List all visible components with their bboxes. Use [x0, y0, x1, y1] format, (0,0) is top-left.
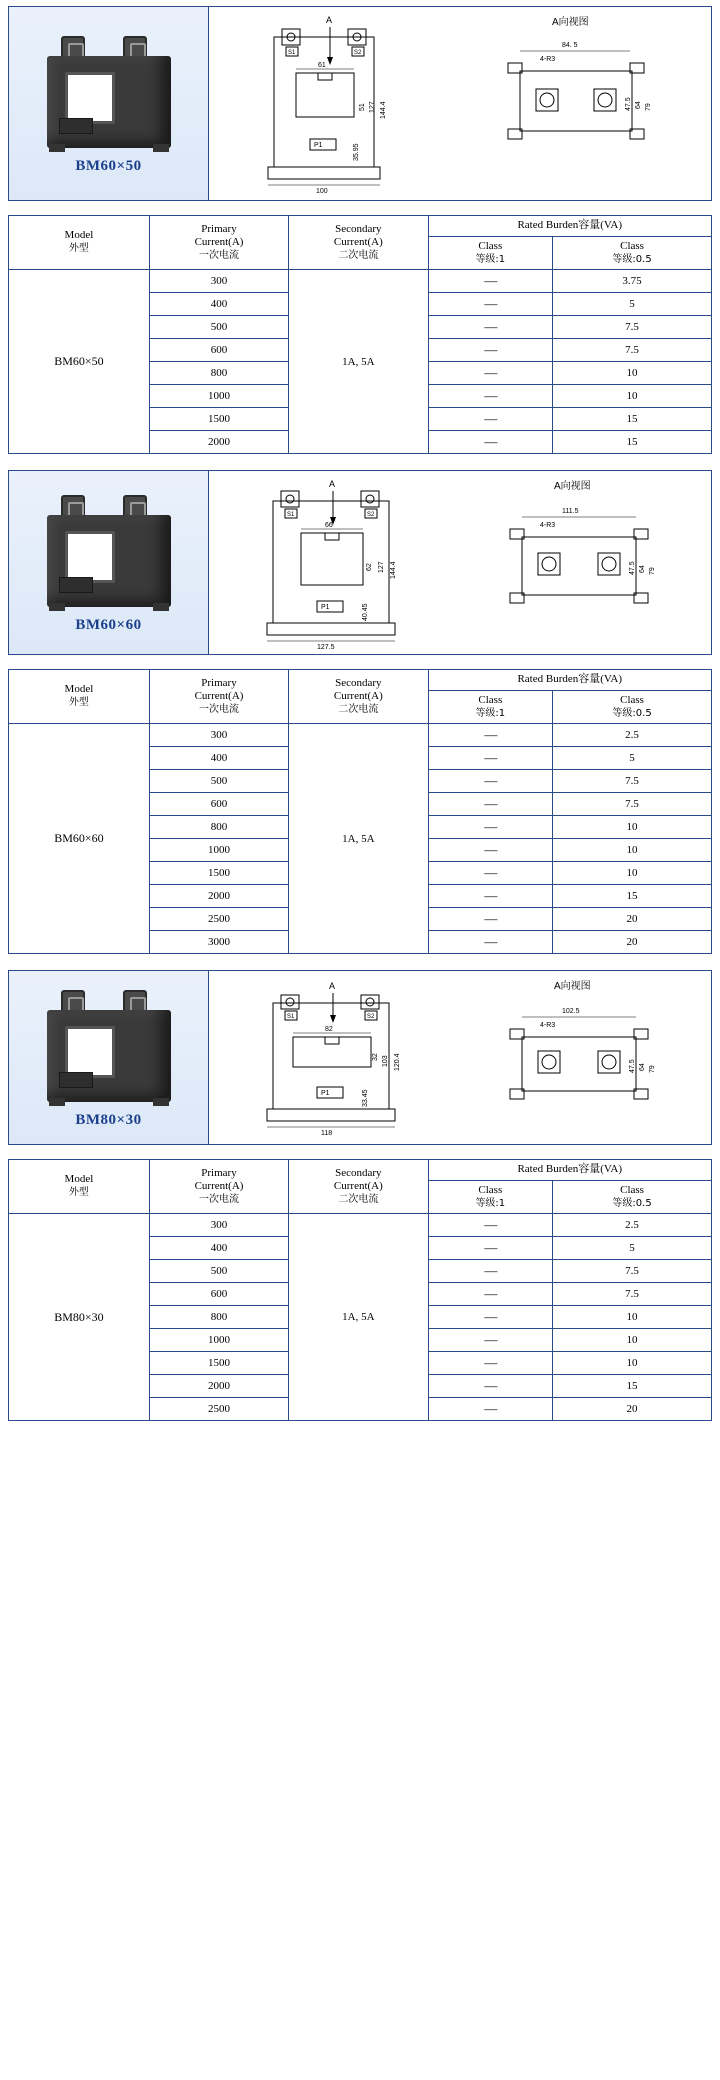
cell-class1: — [428, 431, 553, 454]
cell-primary: 600 [149, 1283, 288, 1306]
view-label-1: A向视图 [552, 17, 589, 28]
cell-class05: 3.75 [553, 270, 712, 293]
cell-primary: 1500 [149, 408, 288, 431]
cell-primary: 800 [149, 1306, 288, 1329]
ct-photo-icon [39, 988, 179, 1106]
cell-class1: — [428, 1283, 553, 1306]
header-secondary-1: Secondary Current(A) 二次电流 [289, 216, 428, 270]
cell-class05: 20 [553, 1398, 712, 1421]
header-class1-2: Class 等级:1 [428, 690, 553, 723]
cell-class05: 20 [553, 908, 712, 931]
terminal-label-s2-3: S2 [366, 1014, 375, 1020]
cell-primary: 300 [149, 724, 288, 747]
dim-79-2: 79 [649, 567, 657, 575]
cell-primary: 1500 [149, 1352, 288, 1375]
cell-class05: 7.5 [553, 316, 712, 339]
cell-class05: 15 [553, 408, 712, 431]
dim-100-1: 100 [316, 188, 328, 195]
header-burden-2: Rated Burden容量(VA) [428, 670, 711, 691]
spec-table-3 [8, 1159, 712, 1421]
front-view-drawing-3 [259, 975, 409, 1140]
cell-class1: — [428, 839, 553, 862]
ct-photo-icon [39, 34, 179, 152]
cell-class1: — [428, 1398, 553, 1421]
dim-127-2: 127 [377, 561, 385, 573]
cell-model-3: BM80×30 [9, 1214, 150, 1421]
cell-class1: — [428, 908, 553, 931]
cell-class1: — [428, 816, 553, 839]
cell-class05: 2.5 [553, 724, 712, 747]
cell-primary: 300 [149, 1214, 288, 1237]
ct-photo-icon [39, 493, 179, 611]
cell-class1: — [428, 293, 553, 316]
header-model-2: Model 外型 [9, 670, 150, 724]
header-class1-3: Class 等级:1 [428, 1180, 553, 1213]
cell-secondary-2: 1A, 5A [289, 724, 428, 954]
header-secondary-2: Secondary Current(A) 二次电流 [289, 670, 428, 724]
cell-class1: — [428, 793, 553, 816]
dim-3345-3: 33.45 [361, 1089, 369, 1107]
dim-4045-2: 40.45 [361, 603, 369, 621]
product-photo-pane-2 [9, 471, 209, 654]
product-title-3: BM80×30 [75, 1112, 142, 1128]
spec-table-1 [8, 215, 712, 454]
product-drawings-3 [209, 971, 711, 1144]
product-drawings-1 [209, 7, 711, 200]
cell-class1: — [428, 747, 553, 770]
p1-label-1: P1 [314, 142, 323, 149]
cell-primary: 600 [149, 339, 288, 362]
dim-144-2: 144.4 [389, 561, 397, 579]
cell-secondary-3: 1A, 5A [289, 1214, 428, 1421]
cell-model-2: BM60×60 [9, 724, 150, 954]
dim-32-3: 32 [371, 1053, 379, 1061]
cell-class05: 5 [553, 1237, 712, 1260]
cell-class1: — [428, 1329, 553, 1352]
cell-primary: 800 [149, 816, 288, 839]
cell-primary: 500 [149, 1260, 288, 1283]
cell-class05: 10 [553, 862, 712, 885]
hole-note-1: 4-R3 [540, 56, 556, 63]
table-row [9, 270, 712, 293]
header-class1-1: Class 等级:1 [428, 236, 553, 269]
dim-1204-3: 120.4 [393, 1053, 401, 1071]
header-model-3: Model 外型 [9, 1160, 150, 1214]
cell-class05: 2.5 [553, 1214, 712, 1237]
product-block-1 [8, 6, 712, 201]
cell-class05: 7.5 [553, 1260, 712, 1283]
cell-primary: 2000 [149, 431, 288, 454]
side-view-drawing-1 [490, 11, 660, 196]
p1-label-2: P1 [320, 604, 330, 611]
cell-class1: — [428, 1375, 553, 1398]
dim-64-1: 64 [635, 101, 642, 109]
cell-primary: 500 [149, 316, 288, 339]
dim-66-2: 66 [324, 522, 333, 529]
cell-class05: 7.5 [553, 770, 712, 793]
terminal-label-s2-2: S2 [366, 512, 375, 518]
side-view-drawing-2 [496, 475, 661, 650]
cell-primary: 2000 [149, 1375, 288, 1398]
dim-475-3: 47.5 [629, 1059, 637, 1073]
header-class05-3: Class 等级:0.5 [553, 1180, 712, 1213]
terminal-label-s1-3: S1 [286, 1014, 295, 1020]
cell-primary: 800 [149, 362, 288, 385]
cell-primary: 400 [149, 1237, 288, 1260]
cell-primary: 1000 [149, 385, 288, 408]
cell-class1: — [428, 1214, 553, 1237]
dim-475-1: 47.5 [625, 97, 632, 111]
table-row [9, 724, 712, 747]
cell-primary: 500 [149, 770, 288, 793]
arrow-label-3: A [328, 981, 335, 991]
cell-primary: 400 [149, 293, 288, 316]
product-title-1: BM60×50 [75, 158, 142, 174]
side-view-drawing-3 [496, 975, 661, 1140]
view-label-2: A向视图 [554, 481, 591, 492]
cell-primary: 1000 [149, 1329, 288, 1352]
cell-class05: 7.5 [553, 793, 712, 816]
cell-class05: 5 [553, 747, 712, 770]
hole-note-2: 4-R3 [540, 522, 556, 529]
dim-64-2: 64 [639, 565, 647, 573]
dim-475-2: 47.5 [629, 561, 637, 575]
spec-table-2 [8, 669, 712, 954]
arrow-label-2: A [328, 479, 335, 489]
header-class05-1: Class 等级:0.5 [553, 236, 712, 269]
dim-82-3: 82 [324, 1026, 333, 1033]
terminal-label-s2-1: S2 [354, 50, 362, 56]
product-block-3 [8, 970, 712, 1145]
dim-118-3: 118 [320, 1130, 332, 1137]
cell-primary: 400 [149, 747, 288, 770]
cell-class1: — [428, 885, 553, 908]
cell-class1: — [428, 1260, 553, 1283]
cell-class1: — [428, 770, 553, 793]
cell-primary: 1500 [149, 862, 288, 885]
cell-class1: — [428, 339, 553, 362]
cell-class1: — [428, 1237, 553, 1260]
cell-class1: — [428, 862, 553, 885]
table-row [9, 1214, 712, 1237]
cell-class05: 10 [553, 362, 712, 385]
cell-primary: 1000 [149, 839, 288, 862]
header-primary-2: Primary Current(A) 一次电流 [149, 670, 288, 724]
header-class05-2: Class 等级:0.5 [553, 690, 712, 723]
cell-class1: — [428, 1306, 553, 1329]
cell-class05: 7.5 [553, 1283, 712, 1306]
dim-103-3: 103 [381, 1055, 389, 1067]
cell-class05: 15 [553, 885, 712, 908]
cell-primary: 2500 [149, 908, 288, 931]
cell-class05: 10 [553, 385, 712, 408]
cell-class05: 10 [553, 1352, 712, 1375]
cell-primary: 3000 [149, 931, 288, 954]
dim-79-1: 79 [645, 103, 652, 111]
cell-class05: 10 [553, 1329, 712, 1352]
header-secondary-3: Secondary Current(A) 二次电流 [289, 1160, 428, 1214]
dim-1025-3: 102.5 [562, 1008, 580, 1015]
cell-class1: — [428, 385, 553, 408]
cell-primary: 600 [149, 793, 288, 816]
dim-3595-1: 35.95 [353, 143, 360, 161]
dim-61-1: 61 [318, 62, 326, 69]
cell-model-1: BM60×50 [9, 270, 150, 454]
front-view-drawing-2 [259, 475, 409, 650]
cell-class05: 10 [553, 816, 712, 839]
cell-class05: 10 [553, 1306, 712, 1329]
dim-845-1: 84. 5 [562, 42, 578, 49]
product-block-2 [8, 470, 712, 655]
header-burden-1: Rated Burden容量(VA) [428, 216, 711, 237]
cell-class1: — [428, 316, 553, 339]
cell-secondary-1: 1A, 5A [289, 270, 428, 454]
product-photo-pane-1 [9, 7, 209, 200]
cell-class1: — [428, 1352, 553, 1375]
dim-51-1: 51 [359, 103, 366, 111]
cell-class1: — [428, 362, 553, 385]
cell-class1: — [428, 270, 553, 293]
cell-class1: — [428, 408, 553, 431]
view-label-3: A向视图 [554, 981, 591, 992]
cell-primary: 300 [149, 270, 288, 293]
cell-class05: 5 [553, 293, 712, 316]
arrow-label-1: A [326, 15, 333, 25]
cell-class05: 7.5 [553, 339, 712, 362]
dim-1275-2: 127.5 [316, 644, 335, 650]
dim-79-3: 79 [649, 1065, 657, 1073]
cell-class05: 15 [553, 1375, 712, 1398]
cell-class1: — [428, 724, 553, 747]
cell-primary: 2500 [149, 1398, 288, 1421]
header-primary-3: Primary Current(A) 一次电流 [149, 1160, 288, 1214]
product-title-2: BM60×60 [75, 617, 142, 633]
header-burden-3: Rated Burden容量(VA) [428, 1160, 711, 1181]
hole-note-3: 4-R3 [540, 1022, 556, 1029]
terminal-label-s1-2: S1 [286, 512, 295, 518]
product-drawings-2 [209, 471, 711, 654]
product-photo-pane-3 [9, 971, 209, 1144]
cell-class05: 20 [553, 931, 712, 954]
header-primary-1: Primary Current(A) 一次电流 [149, 216, 288, 270]
cell-class1: — [428, 931, 553, 954]
cell-class05: 10 [553, 839, 712, 862]
cell-primary: 2000 [149, 885, 288, 908]
dim-127-1: 127 [369, 101, 376, 113]
p1-label-3: P1 [320, 1090, 330, 1097]
dim-62-2: 62 [365, 563, 373, 571]
dim-144-1: 144.4 [380, 101, 387, 119]
cell-class05: 15 [553, 431, 712, 454]
dim-1115-2: 111.5 [562, 508, 579, 515]
dim-64-3: 64 [639, 1063, 647, 1071]
terminal-label-s1-1: S1 [288, 50, 296, 56]
header-model-1: Model 外型 [9, 216, 150, 270]
front-view-drawing-1 [260, 11, 400, 196]
